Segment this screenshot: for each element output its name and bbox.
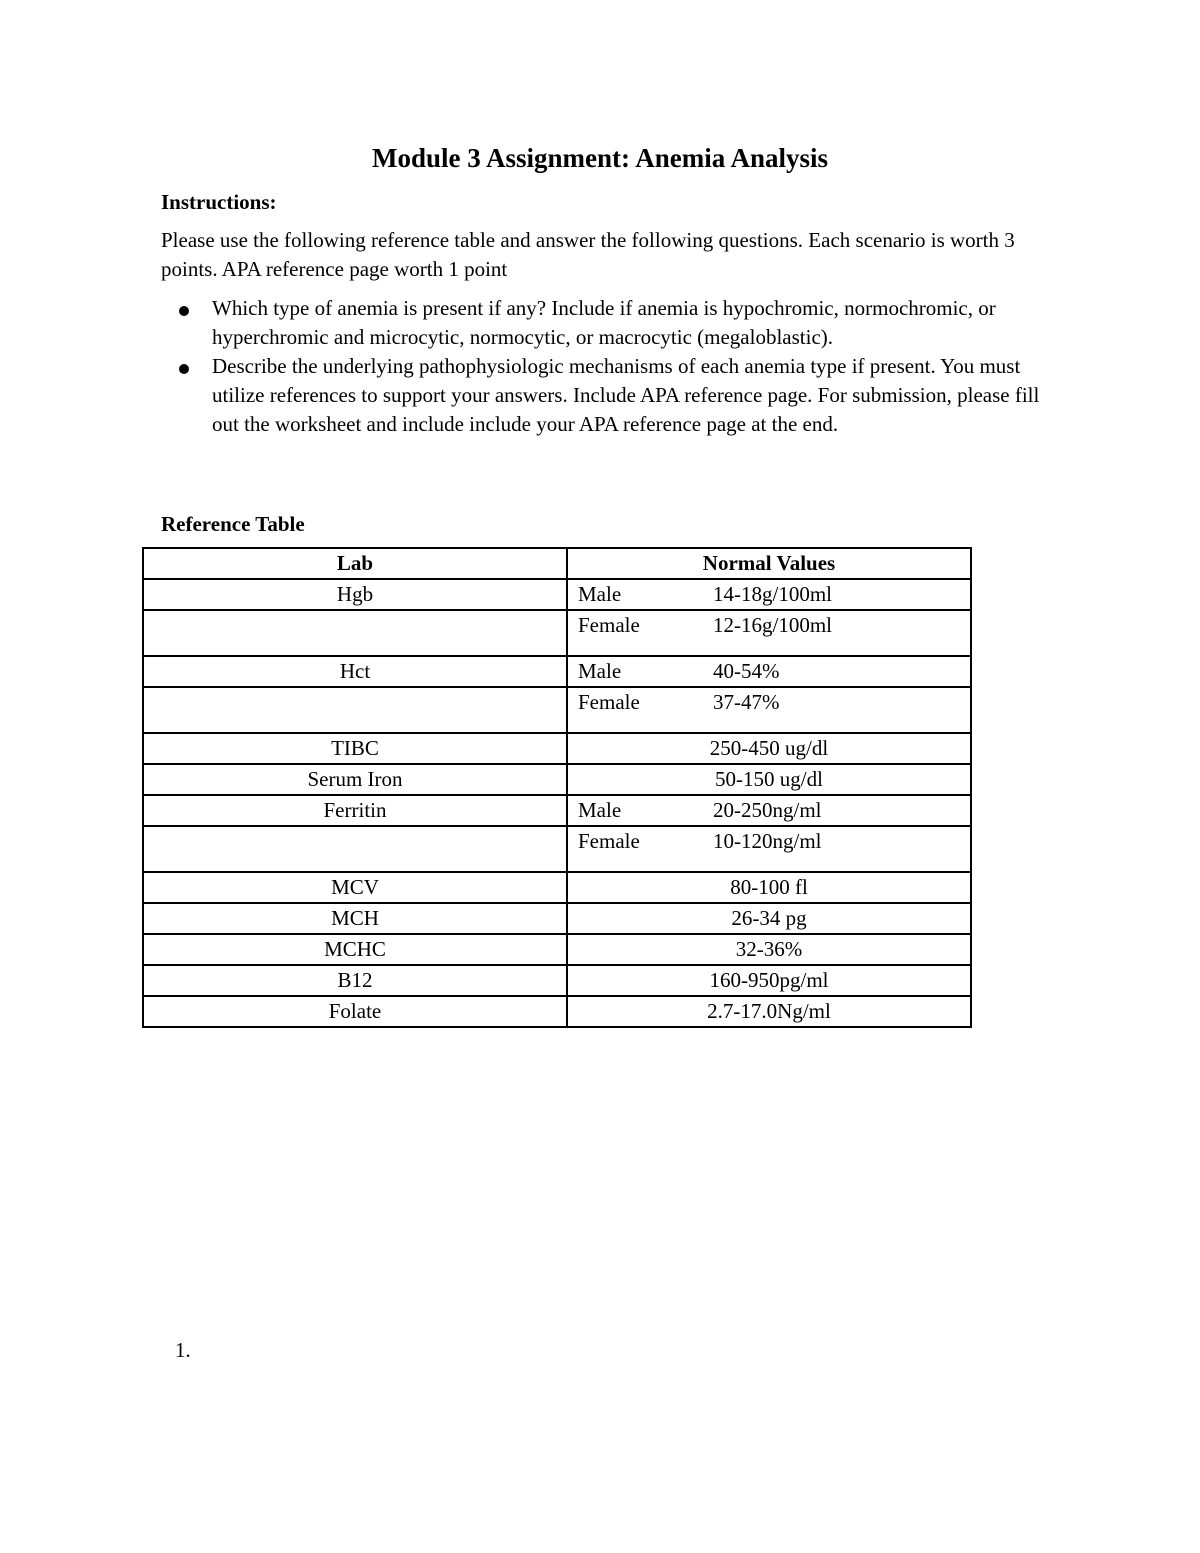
range-value: 20-250ng/ml	[713, 798, 822, 822]
lab-name-cell: Hgb	[143, 579, 567, 610]
instructions-heading: Instructions:	[161, 190, 277, 214]
table-row	[143, 903, 971, 934]
range-value: 40-54%	[713, 659, 780, 683]
normal-value-cell	[567, 795, 971, 826]
range-value: 37-47%	[713, 690, 780, 714]
table-row	[143, 764, 971, 795]
column-header-normal-values: Normal Values	[567, 548, 971, 579]
table-row	[143, 795, 971, 826]
table-row	[143, 733, 971, 764]
table-row	[143, 965, 971, 996]
sex-label: Male	[578, 582, 622, 606]
table-row	[143, 687, 971, 733]
table-row	[143, 826, 971, 872]
table-row	[143, 656, 971, 687]
page-title: Module 3 Assignment: Anemia Analysis	[371, 143, 829, 173]
range-value: 14-18g/100ml	[713, 582, 832, 606]
range-value: 12-16g/100ml	[713, 613, 832, 637]
sex-label: Female	[578, 690, 640, 714]
normal-value-cell	[567, 826, 971, 872]
list-item-text: Which type of anemia is present if any? Include if anemia is hypochromic, normochromic, or hyperchromic and microcytic, normocytic, or macrocytic (megaloblastic).	[212, 296, 996, 349]
lab-name-cell: Folate	[143, 996, 567, 1027]
normal-value-cell: 80-100 fl	[567, 872, 971, 903]
table-row	[143, 610, 971, 656]
lab-name-cell	[143, 687, 567, 733]
list-item	[161, 294, 1061, 352]
sex-label: Male	[578, 659, 622, 683]
normal-value-cell: 160-950pg/ml	[567, 965, 971, 996]
bullet-icon	[179, 364, 189, 374]
lab-name-cell	[143, 610, 567, 656]
reference-table	[142, 547, 972, 1028]
lab-name-cell	[143, 826, 567, 872]
normal-value-cell: 2.7-17.0Ng/ml	[567, 996, 971, 1027]
lab-name-cell: MCH	[143, 903, 567, 934]
normal-value-cell	[567, 579, 971, 610]
normal-value-cell: 250-450 ug/dl	[567, 733, 971, 764]
table-header-row	[143, 548, 971, 579]
intro-paragraph: Please use the following reference table and answer the following questions. Each scenario is worth 3 points. APA reference page worth 1 point	[161, 228, 1015, 281]
sex-label: Male	[578, 798, 622, 822]
lab-name-cell: MCV	[143, 872, 567, 903]
normal-value-cell: 26-34 pg	[567, 903, 971, 934]
lab-name-cell: TIBC	[143, 733, 567, 764]
instruction-list	[161, 294, 1061, 439]
normal-value-cell	[567, 610, 971, 656]
table-row	[143, 996, 971, 1027]
normal-value-cell	[567, 687, 971, 733]
normal-value-cell: 32-36%	[567, 934, 971, 965]
table-row	[143, 579, 971, 610]
lab-name-cell: B12	[143, 965, 567, 996]
list-item-text: Describe the underlying pathophysiologic mechanisms of each anemia type if present. You must utilize references to support your answers. Include APA reference page. For submission, please fill out the worksheet and include include your APA reference page at the end.	[212, 354, 1040, 436]
bullet-icon	[179, 306, 189, 316]
table-row	[143, 934, 971, 965]
sex-label: Female	[578, 613, 640, 637]
normal-value-cell	[567, 656, 971, 687]
lab-name-cell: MCHC	[143, 934, 567, 965]
column-header-lab: Lab	[143, 548, 567, 579]
lab-name-cell: Hct	[143, 656, 567, 687]
table-row	[143, 872, 971, 903]
list-item	[161, 352, 1061, 439]
range-value: 10-120ng/ml	[713, 829, 822, 853]
lab-name-cell: Serum Iron	[143, 764, 567, 795]
lab-name-cell: Ferritin	[143, 795, 567, 826]
sex-label: Female	[578, 829, 640, 853]
reference-table-heading: Reference Table	[161, 512, 305, 536]
question-number: 1.	[175, 1338, 191, 1362]
normal-value-cell: 50-150 ug/dl	[567, 764, 971, 795]
